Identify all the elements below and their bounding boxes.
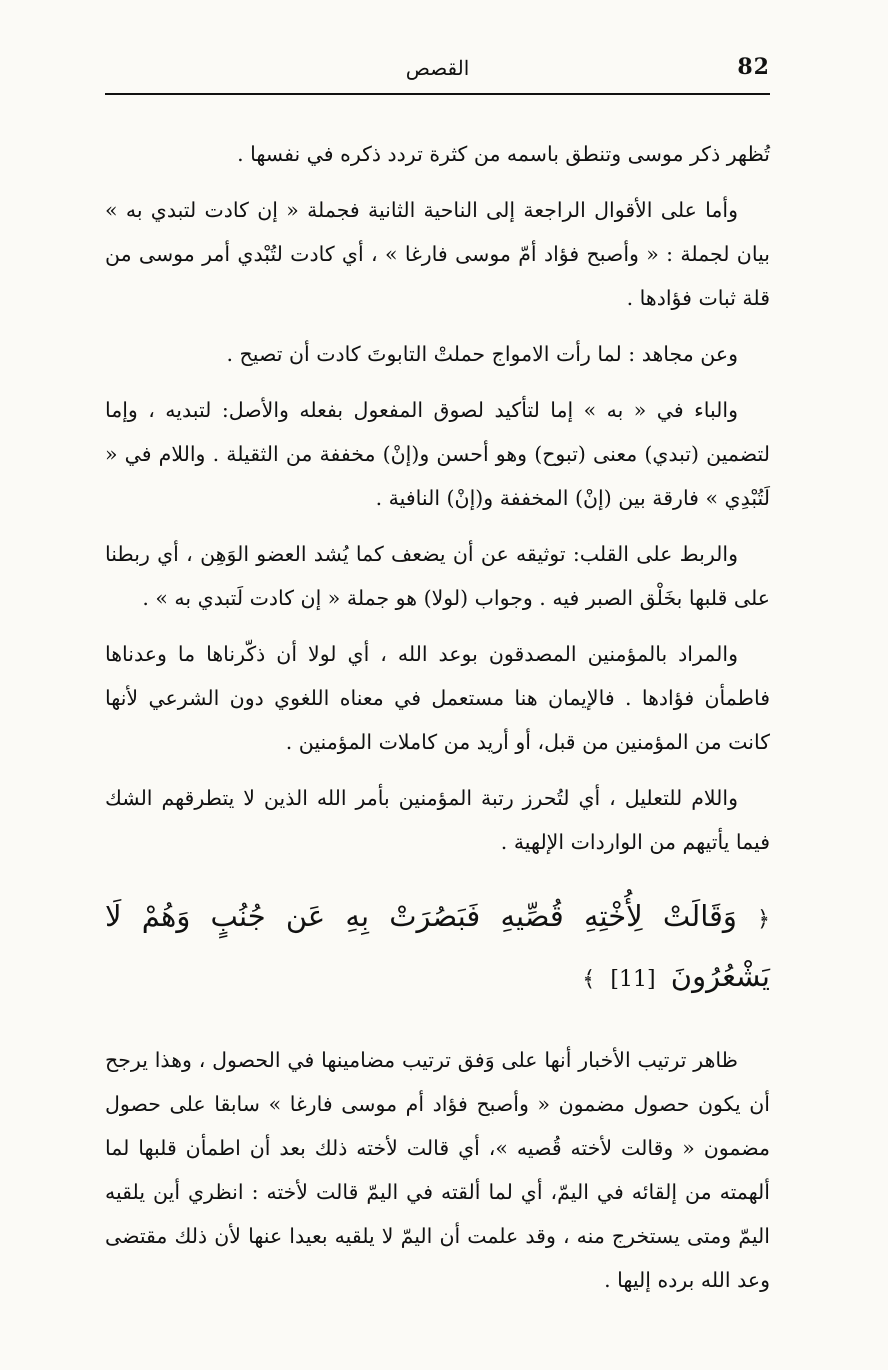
paragraph: والربط على القلب: توثيقه عن أن يضعف كما يُشد العضو الوَهِن ، أي ربطنا على قلبها بخَلْق الصبر فيه . وجواب (لولا) هو جملة « إن كادت لَتبدي به » . — [105, 542, 770, 610]
paragraph: والمراد بالمؤمنين المصدقون بوعد الله ، أي لولا أن ذكّرناها ما وعدناها فاطمأن فؤادها . فالإيمان هنا مستعمل في معناه اللغوي دون الشرعي لأنها كانت من المؤمنين من قبل، أو أريد من كاملات المؤمنين . — [105, 642, 770, 754]
verse-number: [11] — [610, 967, 656, 992]
verse-text: وَقَالَتْ لِأُخْتِهِ قُصِّيهِ فَبَصُرَتْ بِهِ عَن جُنُبٍ وَهُمْ لَا يَشْعُرُونَ — [105, 899, 770, 993]
paragraph: تُظهر ذكر موسى وتنطق باسمه من كثرة تردد ذكره في نفسها . — [237, 142, 770, 166]
paragraph: وأما على الأقوال الراجعة إلى الناحية الثانية فجملة « إن كادت لتبدي به » بيان لجملة : « وأصبح فؤاد أمّ موسى فارغا » ، أي كادت لتُبْدي أمر موسى من قلة ثبات فؤادها . — [105, 198, 770, 310]
paragraph: وعن مجاهد : لما رأت الامواج حملتْ التابوتَ كادت أن تصيح . — [226, 342, 738, 366]
paragraph: والباء في « به » إما لتأكيد لصوق المفعول بفعله والأصل: لتبديه ، وإما لتضمين (تبدي) معنى (تبوح) وهو أحسن و(إنْ) مخففة من الثقيلة . واللام في « لَتُبْدِي » فارقة بين (إنْ) المخففة و(إنْ) النافية . — [105, 398, 770, 510]
paragraph: ظاهر ترتيب الأخبار أنها على وَفق ترتيب مضامينها في الحصول ، وهذا يرجح أن يكون حصول مضمون « وأصبح فؤاد أم موسى فارغا » سابقا على حصول مضمون « وقالت لأخته قُصيه »، أي قالت لأخته ذلك بعد أن اطمأن قلبها لما ألهمته من إلقائه في اليمّ، أي لما ألقته في اليمّ قالت لأخته : انظري أين يلقيه اليمّ ومتى يستخرج منه ، وقد علمت أن اليمّ لا يلقيه بعيدا عنها لأن ذلك مقتضى وعد الله برده إليها . — [105, 1048, 770, 1292]
header-divider — [105, 93, 770, 95]
paragraph: واللام للتعليل ، أي لتُحرز رتبة المؤمنين بأمر الله الذين لا يتطرقهم الشك فيما يأتيهم من الواردات الإلهية . — [105, 786, 770, 854]
verse-open-bracket: ﴿ — [757, 907, 770, 932]
verse-close-bracket: ﴾ — [582, 967, 596, 992]
quran-verse — [105, 888, 770, 1008]
page-number: 82 — [737, 54, 770, 80]
page-body — [105, 132, 770, 1302]
chapter-title: القصص — [405, 56, 470, 80]
page-header — [105, 52, 770, 86]
